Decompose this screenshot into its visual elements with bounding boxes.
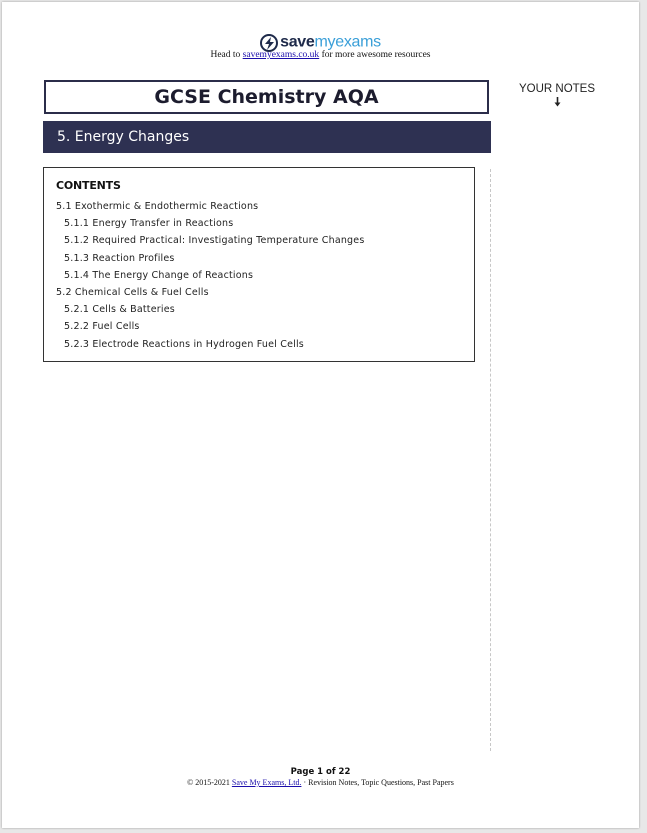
toc-item[interactable]: 5.1.3 Reaction Profiles [64,252,175,264]
header-site-link[interactable]: savemyexams.co.uk [242,50,320,60]
contents-box [43,167,475,362]
contents-heading: CONTENTS [56,179,121,192]
document-title: GCSE Chemistry AQA [44,80,489,114]
toc-item[interactable]: 5.2.1 Cells & Batteries [64,304,175,316]
toc-item[interactable]: 5.2 Chemical Cells & Fuel Cells [56,286,209,298]
header-suffix: for more awesome resources [319,50,431,60]
toc-item[interactable]: 5.1.2 Required Practical: Investigating Temperature Changes [64,235,365,247]
document-page [2,2,639,828]
toc-item[interactable]: 5.1.1 Energy Transfer in Reactions [64,218,234,230]
down-arrow-icon [554,97,561,107]
toc-item[interactable]: 5.1.4 The Energy Change of Reactions [64,269,254,281]
contents-list [56,198,364,353]
your-notes-label: YOUR NOTES [518,83,596,95]
your-notes-header [512,83,602,107]
toc-item[interactable]: 5.2.3 Electrode Reactions in Hydrogen Fuel Cells [64,338,304,350]
copyright-link[interactable]: Save My Exams, Ltd. [231,778,302,787]
header-prefix: Head to [210,50,243,60]
notes-divider [490,169,491,751]
logo-myexams-text: myexams [314,33,381,51]
lightning-bolt-icon [260,34,278,52]
footer-copyright [2,778,639,787]
copyright-prefix: © 2015-2021 [187,778,232,787]
page-number: Page 1 of 22 [290,767,351,777]
copyright-suffix: · Revision Notes, Topic Questions, Past Papers [301,778,454,787]
toc-item[interactable]: 5.1 Exothermic & Endothermic Reactions [56,201,259,212]
toc-item[interactable]: 5.2.2 Fuel Cells [64,321,140,333]
section-heading: 5. Energy Changes [43,121,491,153]
logo-save-text: save [280,33,315,51]
header-tagline [2,50,639,60]
